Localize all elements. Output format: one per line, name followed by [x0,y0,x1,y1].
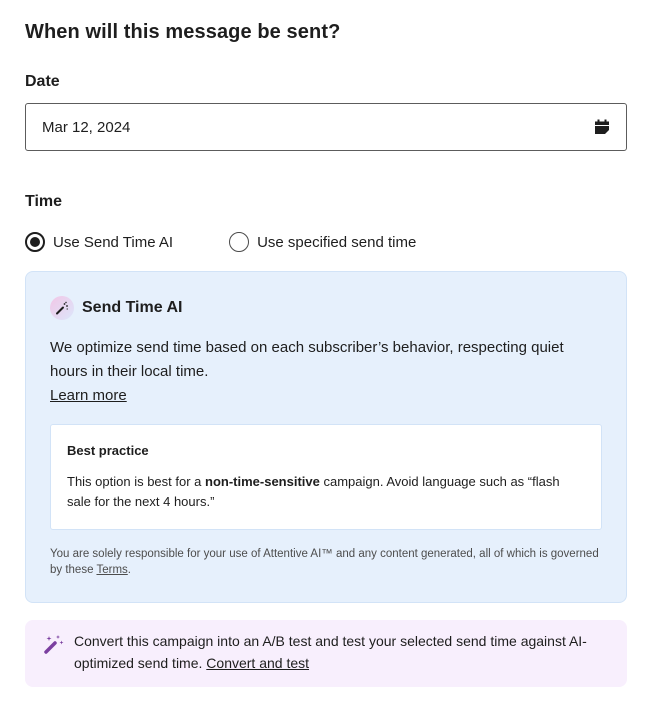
radio-specified-time[interactable] [229,232,416,252]
panel-title: Send Time AI [82,299,183,316]
calendar-icon[interactable] [594,119,610,135]
send-time-ai-info-panel [25,271,627,603]
radio-label: Use Send Time AI [53,233,174,251]
date-value: Mar 12, 2024 [42,118,131,136]
best-practice-title: Best practice [67,443,149,458]
date-label: Date [25,73,60,90]
time-radio-group [25,232,472,252]
radio-checked-icon[interactable] [25,232,45,252]
date-input[interactable] [25,103,627,151]
best-practice-card [50,424,602,530]
magic-wand-icon [50,296,74,320]
panel-header [50,296,182,320]
radio-unchecked-icon[interactable] [229,232,249,252]
text-after: campaign. Avoid language such as “flash sale for the next 4 hours.” [67,474,560,509]
ai-disclaimer [50,546,606,578]
radio-label: Use specified send time [257,233,417,251]
magic-wand-icon [43,633,65,655]
text-before: This option is best for a [67,474,206,489]
learn-more-link[interactable]: Learn more [50,387,127,404]
banner-text: Convert this campaign into an A/B test and test your selected send time against AI-optimized send time. [74,633,587,671]
disclaimer-suffix: . [127,564,131,576]
terms-link[interactable]: Terms [96,564,128,576]
text-bold: non-time-sensitive [205,474,320,489]
panel-description [50,336,590,408]
disclaimer-text: You are solely responsible for your use of Attentive AI™ and any content generated, all of which is governed by these [50,548,599,576]
ab-test-text [74,630,614,674]
time-label: Time [25,193,63,210]
radio-send-time-ai[interactable] [25,232,173,252]
description-text: We optimize send time based on each subscriber’s behavior, respecting quiet hours in their local time. [50,339,564,380]
best-practice-text [67,472,587,512]
page-title: When will this message be sent? [25,21,341,43]
ab-test-banner [25,620,627,687]
convert-and-test-link[interactable]: Convert and test [206,655,310,671]
